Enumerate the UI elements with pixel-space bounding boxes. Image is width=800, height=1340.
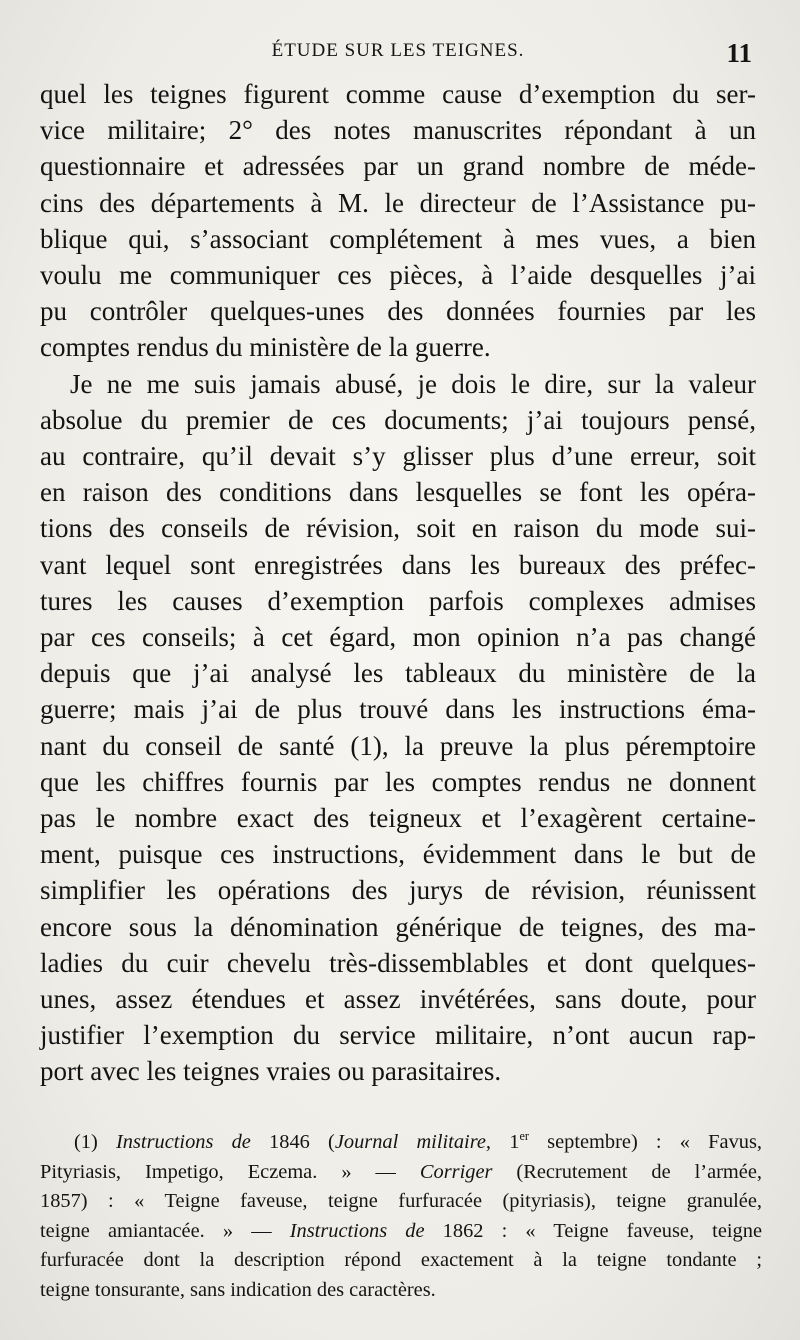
text-line: simplifier les opérations des jurys de révision, réunissent: [40, 875, 756, 906]
footnote-line: 1857) : « Teigne faveuse, teigne furfuracée (pityriasis), teigne granulée,: [40, 1190, 762, 1213]
footnote-line: [40, 1158, 762, 1188]
text-line: vice militaire; 2° des notes manuscrites répondant à un: [40, 115, 756, 146]
page-header: [40, 38, 756, 68]
footnote-text: (Recrutement de l’armée,: [492, 1160, 762, 1183]
text-line: nant du conseil de santé (1), la preuve la plus péremptoire: [40, 730, 756, 761]
text-line: par ces conseils; à cet égard, mon opinion n’a pas changé: [40, 622, 756, 653]
text-line: voulu me communiquer ces pièces, à l’aide desquelles j’ai: [40, 260, 756, 291]
text-line: unes, assez étendues et assez invétérées, sans doute, pour: [40, 984, 756, 1015]
footnote-text: Journal militaire,: [334, 1131, 492, 1153]
text-line: port avec les teignes vraies ou parasitaires.: [40, 1056, 502, 1087]
footnote-text: teigne amiantacée. » —: [40, 1219, 290, 1242]
page-number: 11: [726, 38, 752, 68]
paragraph-1: [40, 76, 756, 366]
running-title: ÉTUDE SUR LES TEIGNES.: [271, 40, 525, 61]
text-line: tions des conseils de révision, soit en raison du mode sui-: [40, 513, 756, 544]
footnote-line: [40, 1217, 762, 1247]
text-line: encore sous la dénomination générique de teignes, des ma-: [40, 911, 756, 942]
footnote-text: Instructions de: [289, 1219, 425, 1242]
text-line: quel les teignes figurent comme cause d’exemption du ser-: [40, 79, 756, 109]
footnote-text: 1: [491, 1131, 520, 1153]
text-line: tures les causes d’exemption parfois complexes admises: [40, 585, 756, 616]
footnote-line: [40, 1128, 762, 1158]
text-line: Je ne me suis jamais abusé, je dois le dire, sur la valeur: [70, 368, 756, 399]
paragraph-2: [40, 366, 756, 1090]
text-line: que les chiffres fournis par les comptes rendus ne donnent: [40, 766, 756, 797]
text-line: vant lequel sont enregistrées dans les bureaux des préfec-: [40, 549, 756, 580]
text-line: absolue du premier de ces documents; j’ai toujours pensé,: [40, 404, 756, 435]
footnote-text: 1862 : « Teigne faveuse, teigne: [424, 1219, 762, 1242]
text-line: comptes rendus du ministère de la guerre.: [40, 332, 491, 363]
text-line: questionnaire et adressées par un grand nombre de méde-: [40, 151, 756, 182]
text-line: ment, puisque ces instructions, évidemment dans le but de: [40, 839, 756, 870]
footnote-line: furfuracée dont la description répond exactement à la teigne tondante ;: [40, 1249, 762, 1272]
text-line: en raison des conditions dans lesquelles se font les opéra-: [40, 477, 756, 508]
footnote-superscript: er: [519, 1129, 529, 1144]
footnote-text: Instructions de: [115, 1131, 251, 1153]
footnote-text: 1846 (: [250, 1131, 335, 1153]
text-line: au contraire, qu’il devait s’y glisser plus d’une erreur, soit: [40, 441, 756, 472]
text-line: pas le nombre exact des teigneux et l’exagèrent certaine-: [40, 803, 756, 834]
text-line: justifier l’exemption du service militaire, n’ont aucun rap-: [40, 1020, 756, 1051]
footnote: [40, 1128, 762, 1306]
text-line: depuis que j’ai analysé les tableaux du ministère de la: [40, 658, 756, 689]
text-line: blique qui, s’associant complétement à mes vues, a bien: [40, 223, 756, 254]
body-text: [40, 76, 756, 1090]
footnote-marker: (1): [74, 1131, 116, 1153]
footnote-text: Pityriasis, Impetigo, Eczema. » —: [40, 1160, 420, 1183]
footnote-text: septembre) : « Favus,: [528, 1131, 762, 1153]
footnote-text: Corriger: [419, 1160, 493, 1183]
text-line: ladies du cuir chevelu très-dissemblables et dont quelques-: [40, 947, 756, 978]
footnote-line: teigne tonsurante, sans indication des caractères.: [40, 1278, 436, 1301]
text-line: guerre; mais j’ai de plus trouvé dans les instructions éma-: [40, 694, 756, 725]
text-line: cins des départements à M. le directeur de l’Assistance pu-: [40, 187, 756, 218]
text-line: pu contrôler quelques-unes des données fournies par les: [40, 296, 756, 327]
